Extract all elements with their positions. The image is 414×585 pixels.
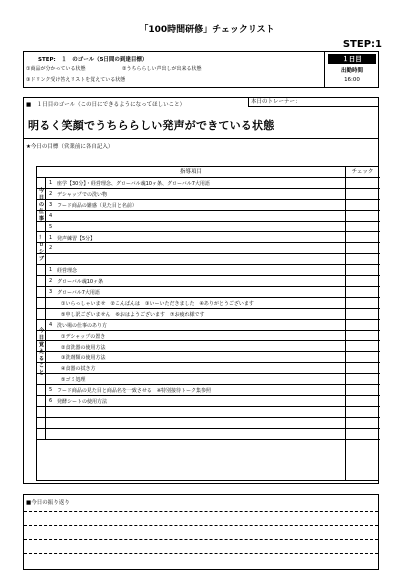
row-number: 4 xyxy=(49,321,53,328)
table-row xyxy=(37,352,380,363)
review-heading: ■今日の振り返り xyxy=(26,500,70,506)
row-number: 2 xyxy=(49,278,53,285)
check-cell[interactable] xyxy=(346,276,379,286)
section-label-char: と xyxy=(38,369,45,376)
table-row xyxy=(37,222,380,233)
row-text: グローバル7大用語 xyxy=(57,290,100,296)
step-goal-3: ③ドリンク受け答えリストを覚えている状態 xyxy=(26,77,126,83)
table-row xyxy=(37,320,380,331)
row-text: ①いらっしゃいませ ②こんばんは ③いーいただきました ④ありがとうございます xyxy=(61,300,254,307)
section-label-char: の xyxy=(38,201,45,208)
table-row xyxy=(37,418,380,429)
day-panel xyxy=(324,52,379,87)
check-cell[interactable] xyxy=(346,407,379,417)
table-row xyxy=(37,276,380,287)
table-row xyxy=(37,254,380,265)
check-cell[interactable] xyxy=(346,342,379,352)
daily-goal-text: 明るく笑顔でうちららしい発声ができている状態 xyxy=(28,119,275,132)
row-number: 1 xyxy=(49,180,53,186)
table-row xyxy=(37,298,380,309)
section-label-char: 日 xyxy=(38,194,45,201)
page-title: 「100時間研修」チェックリスト xyxy=(139,25,275,35)
check-cell[interactable] xyxy=(346,320,379,330)
step-goal-2: ②うちららしい声出しが出来る状態 xyxy=(122,66,202,72)
check-cell[interactable] xyxy=(346,178,379,188)
section-label-char: こ xyxy=(38,362,45,369)
section-voice xyxy=(37,233,46,266)
table-row xyxy=(37,233,380,244)
row-text: 座学【30分】・経営理念、グローバル魂10ヶ条、グローバル7大用語 xyxy=(57,181,210,187)
table-row xyxy=(37,331,380,342)
check-cell[interactable] xyxy=(346,265,379,275)
check-cell[interactable] xyxy=(346,200,379,210)
row-text: 発声練習【5分】 xyxy=(57,235,96,242)
row-text: ①デシャップの置き xyxy=(61,333,106,340)
trainer-field[interactable]: 本日のトレーナー： xyxy=(248,98,378,107)
row-text: デシャップでの洗い物 xyxy=(57,191,107,198)
check-cell[interactable] xyxy=(346,352,379,362)
section-label-char: 事 xyxy=(38,215,45,222)
daily-goal-box xyxy=(23,97,379,139)
check-cell[interactable] xyxy=(346,418,379,428)
row-text: フード商品の見た目と商品名を一致させる ※特別接待トーク集参照 xyxy=(57,388,212,395)
review-line[interactable] xyxy=(24,525,378,526)
step-badge: STEP:1 xyxy=(342,39,382,50)
table-row xyxy=(37,407,380,418)
row-text: 経営理念 xyxy=(57,268,78,275)
check-cell[interactable] xyxy=(346,374,379,384)
table-row xyxy=(37,243,380,254)
table-row xyxy=(37,429,380,440)
daily-goal-label: ■ １日目のゴール（この日にできるようになってほしいこと） xyxy=(26,102,186,108)
section-label-char: 日 xyxy=(38,334,45,341)
row-number: 5 xyxy=(49,223,53,230)
row-number: 2 xyxy=(49,245,53,252)
check-cell[interactable] xyxy=(346,254,379,264)
section-label-char: ！ xyxy=(38,234,45,241)
step-goal-panel xyxy=(24,52,324,87)
table-row xyxy=(37,189,380,200)
section-label-char: 今 xyxy=(38,327,45,334)
row-text: フード商品の雑感（見た目と名前） xyxy=(57,202,137,209)
today-goals-section xyxy=(23,139,379,484)
section-label-char: 今 xyxy=(38,187,45,194)
check-cell[interactable] xyxy=(346,222,379,232)
row-text: ②食洗器の使用方法 xyxy=(61,344,106,351)
check-cell[interactable] xyxy=(346,331,379,341)
col-header-item: 指導項目 xyxy=(37,167,345,178)
section-label-char: ロ xyxy=(38,241,45,248)
table-row xyxy=(37,385,380,396)
row-number: 3 xyxy=(49,201,53,208)
table-row xyxy=(37,396,380,407)
table-row xyxy=(37,178,380,189)
row-text: グローバル魂10ヶ条 xyxy=(57,279,104,286)
table-row xyxy=(37,309,380,320)
section-learn-today xyxy=(37,265,46,439)
shift-time: 16:00 xyxy=(344,77,360,83)
section-today-work xyxy=(37,178,46,233)
row-number: 5 xyxy=(49,387,53,394)
row-number: 2 xyxy=(49,190,53,197)
row-text: 洗い場の仕事のあり方 xyxy=(57,322,108,329)
today-goals-heading: ★今日の目標（営業前に各自記入） xyxy=(26,144,114,150)
row-number: 3 xyxy=(49,289,53,295)
shift-label: 出勤時間 xyxy=(340,68,363,74)
table-row xyxy=(37,342,380,353)
review-line[interactable] xyxy=(24,539,378,540)
section-label-char: ブ xyxy=(38,255,45,262)
table-row xyxy=(37,363,380,374)
check-cell[interactable] xyxy=(346,298,379,308)
step-goal-1: ①商品が分かっている状態 xyxy=(26,66,86,72)
table-row xyxy=(37,374,380,385)
check-cell[interactable] xyxy=(346,385,379,395)
table-row xyxy=(37,287,380,298)
row-number: 6 xyxy=(49,398,53,404)
check-cell[interactable] xyxy=(346,189,379,199)
row-text: ④食器の拭き方 xyxy=(61,366,96,373)
review-line[interactable] xyxy=(24,553,378,554)
review-section xyxy=(23,494,379,570)
step-header xyxy=(23,51,379,88)
day-label: １日目 xyxy=(328,54,376,64)
step-goal-title: STEP: １ のゴール（5日間の到達目標） xyxy=(38,57,148,63)
review-line[interactable] xyxy=(24,511,378,512)
section-label-char: る xyxy=(38,355,45,362)
checklist-table xyxy=(36,166,379,481)
row-number: 1 xyxy=(49,267,53,274)
check-cell[interactable] xyxy=(346,211,379,221)
table-row xyxy=(37,208,380,222)
check-cell[interactable] xyxy=(346,309,379,319)
check-cell[interactable] xyxy=(346,287,379,297)
section-label-char: シ xyxy=(38,248,45,255)
table-row xyxy=(37,200,380,211)
row-number: 1 xyxy=(49,234,53,241)
row-text: 発酵シートの使用方法 xyxy=(57,399,108,405)
check-cell[interactable] xyxy=(346,243,379,253)
section-label-char: 仕 xyxy=(38,208,45,215)
row-text: ③洗剤類の使用方法 xyxy=(61,355,106,362)
check-cell[interactable] xyxy=(346,233,379,243)
row-number: 4 xyxy=(49,212,53,219)
row-text: ⑤申し訳ございません ⑥おはようございます ⑦お疲れ様です xyxy=(61,311,205,318)
section-label-char: 覚 xyxy=(38,341,45,348)
check-cell[interactable] xyxy=(346,363,379,373)
check-cell[interactable] xyxy=(346,396,379,406)
check-cell[interactable] xyxy=(346,429,379,439)
section-label-char: え xyxy=(38,348,45,355)
col-header-check: チェック xyxy=(345,167,380,178)
table-row xyxy=(37,265,380,276)
row-text: ⑤ゴミ処理 xyxy=(61,377,86,384)
